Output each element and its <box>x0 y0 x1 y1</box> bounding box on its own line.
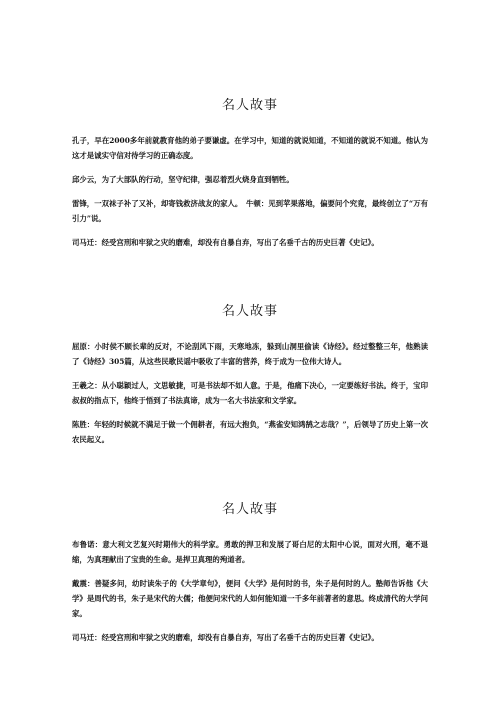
story-paragraph: 孔子，早在2000多年前就教育他的弟子要谦虚。在学习中，知道的就说知道，不知道的就说不知道。他认为这才是诚实守信对待学习的正确态度。 <box>72 136 428 160</box>
story-paragraph: 雷锋，一双袜子补了又补，却寄钱救济战友的家人。 牛顿：见到苹果落地，偏要问个究竟，最终创立了“万有引力”说。 <box>72 199 428 223</box>
story-paragraph: 屈原：小时侯不顾长辈的反对，不论刮风下雨，天寒地冻，躲到山洞里偷读《诗经》。经过整整三年，他熟读了《诗经》305篇，从这些民歌民谣中吸收了丰富的营养，终于成为一位伟大诗人。 <box>72 342 428 366</box>
story-paragraph: 陈胜：年轻的时候就不满足于做一个佣耕者，有远大抱负，“燕雀安知鸿鹄之志哉？”，后领导了历史上第一次农民起义。 <box>72 420 428 444</box>
story-paragraph: 司马迁：经受宫刑和牢狱之灾的磨难，却没有自暴自弃，写出了名垂千古的历史巨著《史记》。 <box>72 238 379 247</box>
story-section-3 <box>72 498 428 654</box>
story-paragraph: 戴震：善疑多问，幼时读朱子的《大学章句》，便问《大学》是何时的书，朱子是何时的人。塾师告诉他《大学》是周代的书，朱子是宋代的大儒；他便问宋代的人如何能知道一千多年前著者的意思。终成清代的大学问家。 <box>72 579 428 618</box>
story-section-1 <box>72 94 428 259</box>
story-paragraph: 布鲁诺：意大利文艺复兴时期伟大的科学家。勇敢的捍卫和发展了哥白尼的太阳中心说，面对火刑，毫不退缩，为真理献出了宝贵的生命。是捍卫真理的殉道者。 <box>72 540 428 564</box>
story-paragraph: 王羲之：从小聪颖过人，文思敏捷，可是书法却不如人意。于是，他痛下决心，一定要练好书法。终于，宝印叔叔的指点下，他终于悟到了书法真谛，成为一名大书法家和文学家。 <box>72 381 428 405</box>
section-title: 名人故事 <box>221 502 278 517</box>
section-title: 名人故事 <box>221 304 278 319</box>
story-paragraph: 邱少云，为了大部队的行动，坚守纪律，强忍着烈火烧身直到牺牲。 <box>72 175 294 184</box>
story-paragraph: 司马迁：经受宫刑和牢狱之灾的磨难，却没有自暴自弃，写出了名垂千古的历史巨著《史记》。 <box>72 633 379 642</box>
section-title: 名人故事 <box>221 98 278 113</box>
story-section-2 <box>72 300 428 456</box>
